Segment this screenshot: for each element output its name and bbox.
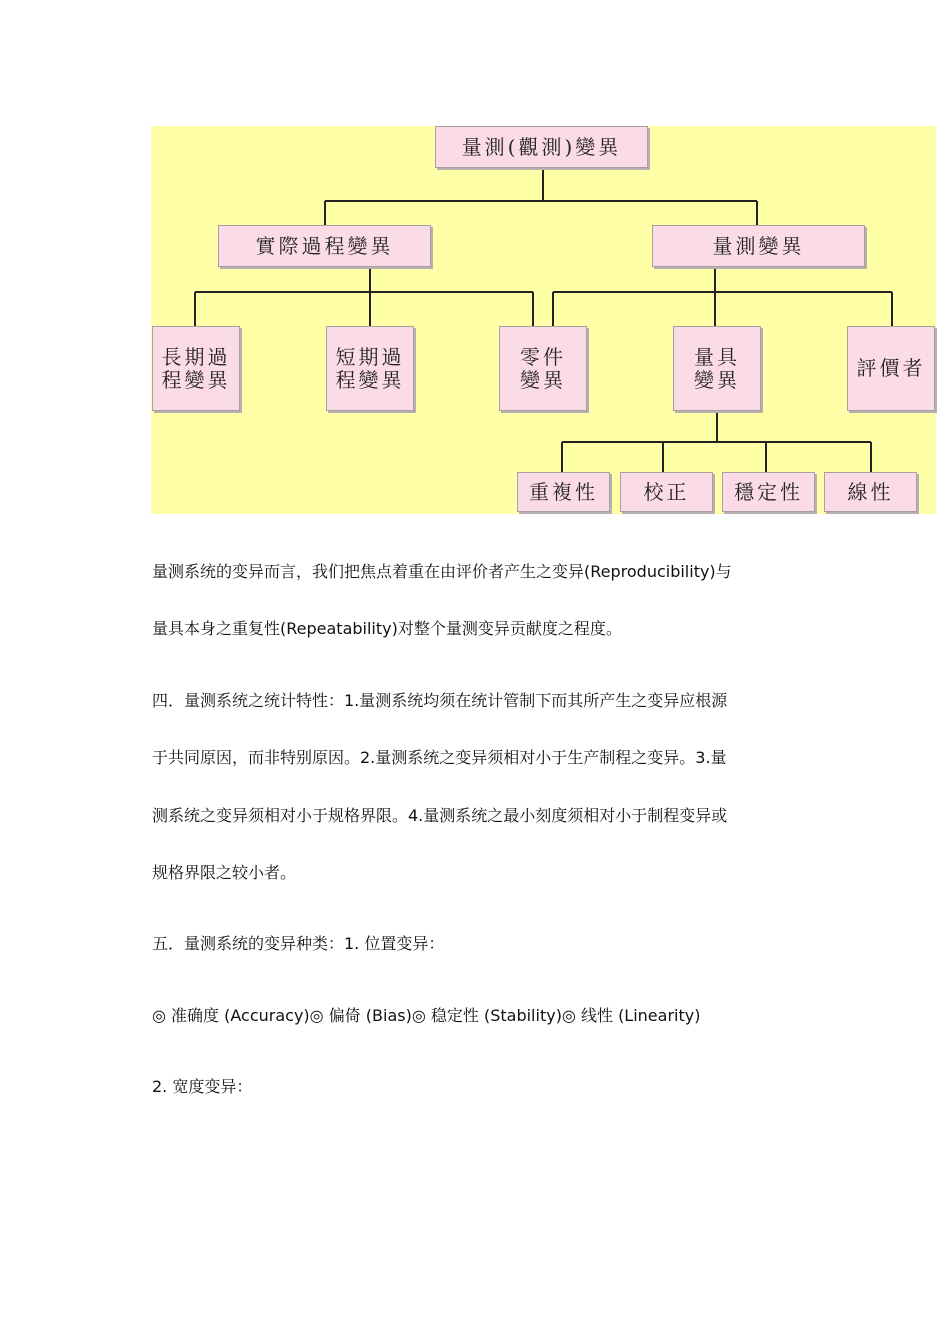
node-gauge-variation: 量具 變異 [673,326,761,411]
node-long-term-process-variation: 長期過 程變異 [152,326,240,411]
paragraph-3-line-1: 五．量测系统的变异种类：1. 位置变异： [152,934,445,953]
node-stability: 穩定性 [722,472,815,512]
paragraph-2-line-1: 四．量测系统之统计特性：1.量测系统均须在统计管制下而其所产生之变异应根源 [152,691,728,710]
paragraph-1-line-2: 量具本身之重复性(Repeatability)对整个量测变异贡献度之程度。 [152,619,622,638]
node-short-term-process-variation: 短期過 程變異 [326,326,414,411]
node-actual-process-variation: 實際過程變異 [218,225,431,267]
node-calibration: 校正 [620,472,713,512]
node-linearity: 線性 [824,472,917,512]
paragraph-4-line-1: ◎ 准确度 (Accuracy)◎ 偏倚 (Bias)◎ 稳定性 (Stability)◎ 线性 (Linearity) [152,1006,701,1025]
node-part-variation: 零件 變異 [499,326,587,411]
paragraph-2-line-4: 规格界限之较小者。 [152,863,297,882]
paragraph-2-line-3: 测系统之变异须相对小于规格界限。4.量测系统之最小刻度须相对小于制程变异或 [152,806,728,825]
node-root: 量測(觀測)變異 [435,126,648,168]
paragraph-5-line-1: 2. 宽度变异： [152,1077,253,1096]
node-appraiser: 評價者 [847,326,935,411]
node-repeatability: 重複性 [517,472,610,512]
measurement-variation-diagram [151,126,936,514]
node-measurement-variation: 量測變異 [652,225,865,267]
paragraph-2-line-2: 于共同原因，而非特别原因。2.量测系统之变异须相对小于生产制程之变异。3.量 [152,748,727,767]
diagram-connectors [151,126,936,514]
paragraph-1-line-1: 量测系统的变异而言，我们把焦点着重在由评价者产生之变异(Reproducibility)与 [152,562,732,581]
